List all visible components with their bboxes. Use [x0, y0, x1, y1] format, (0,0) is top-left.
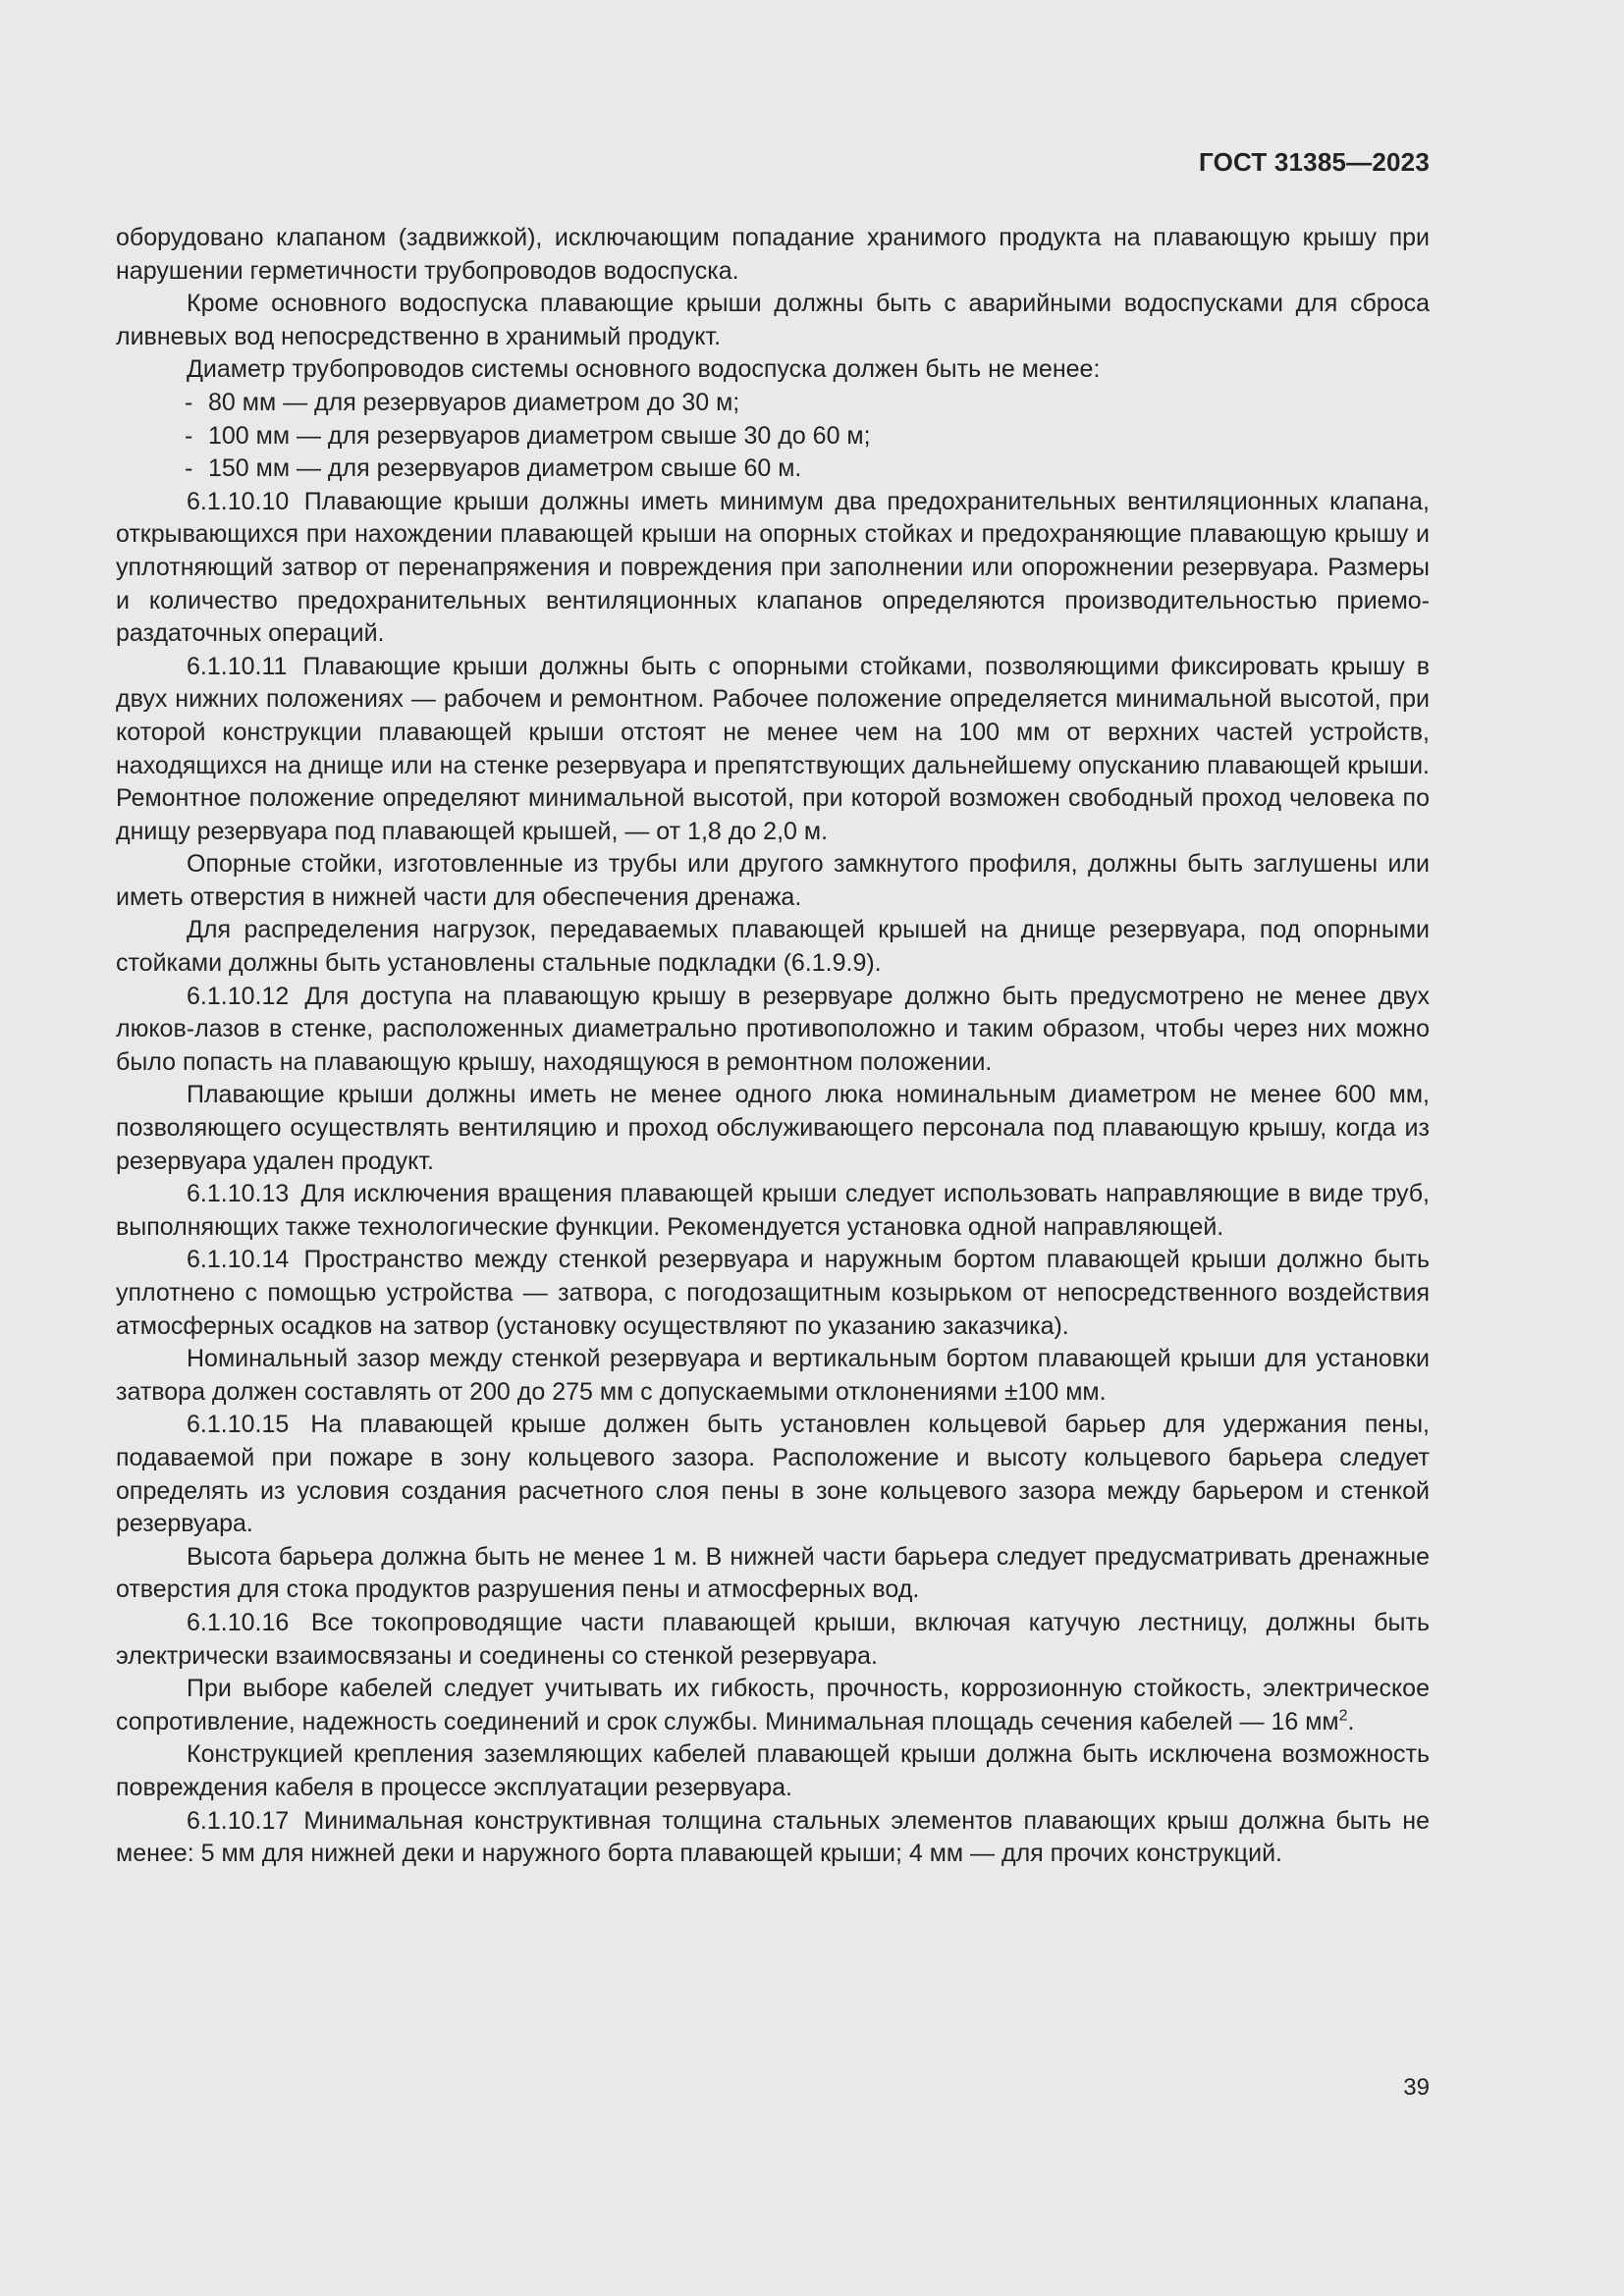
document-body [116, 222, 1430, 1871]
list-marker: - [185, 454, 193, 483]
paragraph: Конструкцией крепления заземляющих кабелей плавающей крыши должна быть исключена возможность повреждения кабеля в процессе эксплуатации резервуара. [116, 1740, 1430, 1801]
section-number: 6.1.10.16 [187, 1608, 290, 1636]
section-text: Минимальная конструктивная толщина стальных элементов плавающих крыш должна быть не менее: 5 мм для нижней деки и наружного борта плавающей крыши; 4 мм — для прочих конструкций. [116, 1806, 1430, 1868]
superscript: 2 [1338, 1707, 1348, 1725]
section-text: На плавающей крыше должен быть установлен кольцевой барьер для удержания пены, подаваемой при пожаре в зону кольцевого зазора. Расположение и высоту кольцевого барьера следует определять из условия создания расчетного слоя пены в зоне кольцевого зазора между барьером и стенкой резервуара. [116, 1411, 1430, 1538]
paragraph: Высота барьера должна быть не менее 1 м. В нижней части барьера следует предусматривать дренажные отверстия для стока продуктов разрушения пены и атмосферных вод. [116, 1542, 1430, 1604]
list-item-text: 80 мм — для резервуаров диаметром до 30 м; [208, 388, 740, 416]
paragraph: Номинальный зазор между стенкой резервуара и вертикальным бортом плавающей крыши для установки затвора должен составлять от 200 до 275 мм с допускаемыми отклонениями ±100 мм. [116, 1345, 1430, 1406]
list-item-text: 100 мм — для резервуаров диаметром свыше 30 до 60 м; [208, 421, 871, 450]
paragraph: Опорные стойки, изготовленные из трубы или другого замкнутого профиля, должны быть заглушены или иметь отверстия в нижней части для обеспечения дренажа. [116, 850, 1430, 911]
section-paragraph [116, 651, 1430, 849]
paragraph: Кроме основного водоспуска плавающие крыши должны быть с аварийными водоспусками для сброса ливневых вод непосредственно в хранимый продукт. [116, 290, 1430, 350]
section-paragraph [116, 1178, 1430, 1244]
list-item [116, 387, 1430, 420]
cables-text: При выборе кабелей следует учитывать их гибкость, прочность, коррозионную стойкость, электрическое сопротивление, надежность соединений и срок службы. Минимальная площадь сечения кабелей — 16 мм [116, 1675, 1430, 1735]
section-number: 6.1.10.12 [187, 982, 290, 1010]
cables-tail: . [1347, 1707, 1355, 1735]
paragraph: Для распределения нагрузок, передаваемых плавающей крышей на днище резервуара, под опорными стойками должны быть установлены стальные подкладки (6.1.9.9). [116, 916, 1430, 978]
section-number: 6.1.10.10 [187, 487, 290, 515]
page-number: 39 [1403, 2074, 1430, 2101]
section-number: 6.1.10.13 [187, 1180, 290, 1208]
section-text: Плавающие крыши должны иметь минимум два предохранительных вентиляционных клапана, открывающихся при нахождении плавающей крыши на опорных стойках и предохраняющие плавающую крышу и уплотняющий затвор от перенапряжения и повреждения при заполнении или опорожнении резервуара. Размеры и количество предохранительных вентиляционных клапанов определяются производительностью приемо-раздаточных операций. [116, 487, 1430, 648]
section-paragraph [116, 1607, 1430, 1673]
section-text: Для исключения вращения плавающей крыши следует использовать направляющие в виде труб, выполняющих также технологические функции. Рекомендуется установка одной направляющей. [116, 1180, 1430, 1241]
section-paragraph [116, 486, 1430, 651]
list-marker: - [185, 421, 193, 450]
section-paragraph [116, 1409, 1430, 1540]
paragraph: Диаметр трубопроводов системы основного водоспуска должен быть не менее: [187, 355, 1101, 384]
standard-header: ГОСТ 31385—2023 [1199, 147, 1430, 177]
section-text: Плавающие крыши должны быть с опорными стойками, позволяющими фиксировать крышу в двух нижних положениях — рабочем и ремонтном. Рабочее положение определяется минимальной высотой, при которой конструкции плавающей крыши отстоят не менее чем на 100 мм от верхних частей устройств, находящихся на днище или на стенке резервуара и препятствующих дальнейшему опусканию плавающей крыши. Ремонтное положение определяют минимальной высотой, при которой возможен свободный проход человека по днищу резервуара под плавающей крышей, — от 1,8 до 2,0 м. [116, 652, 1430, 845]
section-number: 6.1.10.17 [187, 1806, 290, 1835]
paragraph: оборудовано клапаном (задвижкой), исключающим попадание хранимого продукта на плавающую крышу при нарушении герметичности трубопроводов водоспуска. [116, 224, 1430, 285]
paragraph: Плавающие крыши должны иметь не менее одного люка номинальным диаметром не менее 600 мм, позволяющего осуществлять вентиляцию и проход обслуживающего персонала под плавающую крышу, когда из резервуара удален продукт. [116, 1081, 1430, 1175]
section-paragraph [116, 1805, 1430, 1871]
section-paragraph [116, 981, 1430, 1080]
section-text: Пространство между стенкой резервуара и наружным бортом плавающей крыши должно быть уплотнено с помощью устройства — затвора, с погодозащитным козырьком от непосредственного воздействия атмосферных осадков на затвор (установку осуществляют по указанию заказчика). [116, 1246, 1430, 1340]
list-item [116, 420, 1430, 454]
section-number: 6.1.10.15 [187, 1411, 290, 1439]
section-text: Все токопроводящие части плавающей крыши, включая катучую лестницу, должны быть электрически взаимосвязаны и соединены со стенкой резервуара. [116, 1608, 1430, 1670]
section-number: 6.1.10.14 [187, 1246, 290, 1274]
section-number: 6.1.10.11 [187, 652, 288, 680]
list-item [116, 453, 1430, 486]
paragraph [116, 1673, 1430, 1738]
section-text: Для доступа на плавающую крышу в резервуаре должно быть предусмотрено не менее двух люков-лазов в стенке, расположенных диаметрально противоположно и таким образом, чтобы через них можно было попасть на плавающую крышу, находящуюся в ремонтном положении. [116, 982, 1430, 1076]
list-item-text: 150 мм — для резервуаров диаметром свыше 60 м. [208, 454, 802, 483]
section-paragraph [116, 1244, 1430, 1343]
list-marker: - [185, 388, 193, 416]
